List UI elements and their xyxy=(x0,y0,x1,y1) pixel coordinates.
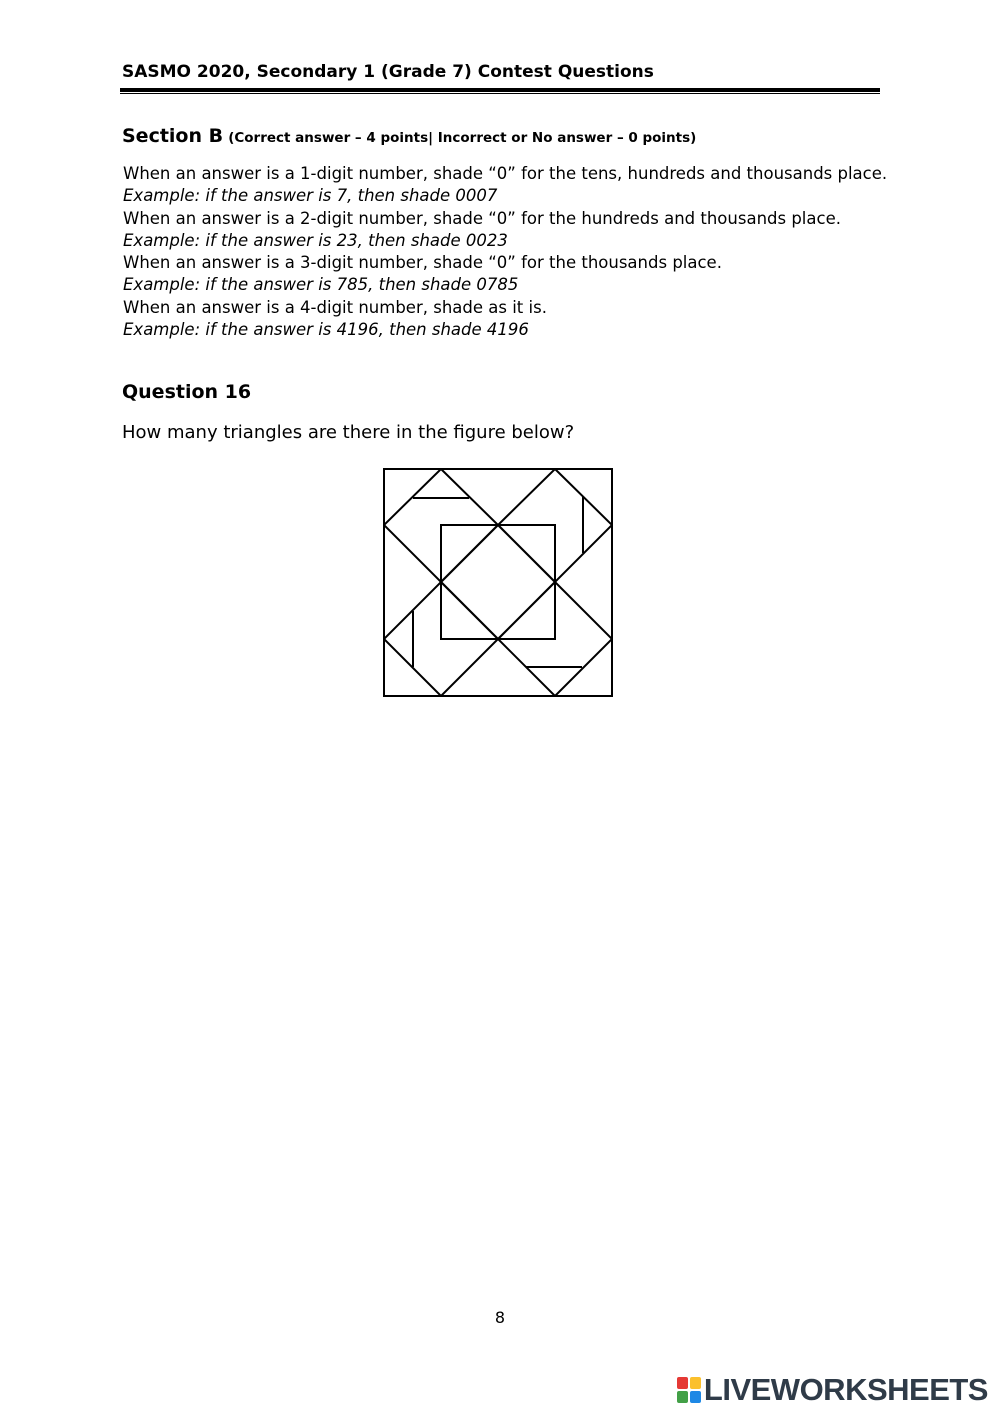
page-header: SASMO 2020, Secondary 1 (Grade 7) Contest Questions xyxy=(122,62,654,82)
instruction-example: Example: if the answer is 23, then shade 0023 xyxy=(123,230,508,250)
instruction-line: When an answer is a 1-digit number, shade “0” for the tens, hundreds and thousands place. xyxy=(123,164,888,183)
question-text: How many triangles are there in the figure below? xyxy=(122,422,575,443)
instruction-example: Example: if the answer is 4196, then shade 4196 xyxy=(123,320,529,340)
brand-logo xyxy=(677,1373,988,1407)
triangle-figure-svg xyxy=(383,468,613,697)
page-number: 8 xyxy=(494,1308,506,1327)
instruction-example: Example: if the answer is 7, then shade 0007 xyxy=(123,186,498,206)
instruction-line: When an answer is a 4-digit number, shade as it is. xyxy=(123,297,547,317)
liveworksheets-logo-icon xyxy=(677,1377,701,1403)
section-scoring: (Correct answer – 4 points| Incorrect or No answer – 0 points) xyxy=(228,130,697,146)
instructions xyxy=(123,163,903,341)
triangle-figure xyxy=(383,468,613,697)
section-heading xyxy=(122,125,696,147)
brand-text: LIVEWORKSHEETS xyxy=(703,1372,988,1407)
figure-inner-square xyxy=(441,525,555,639)
header-rule xyxy=(120,88,880,92)
instruction-example: Example: if the answer is 785, then shade 0785 xyxy=(123,275,519,295)
figure-center-diamond xyxy=(441,525,555,639)
header-rule-thin xyxy=(120,93,880,94)
section-title: Section B xyxy=(122,125,224,147)
figure-outer-square xyxy=(384,469,612,696)
instruction-line: When an answer is a 3-digit number, shade “0” for the thousands place. xyxy=(123,253,722,273)
instruction-line: When an answer is a 2-digit number, shade “0” for the hundreds and thousands place. xyxy=(123,208,841,228)
question-title: Question 16 xyxy=(122,381,252,403)
